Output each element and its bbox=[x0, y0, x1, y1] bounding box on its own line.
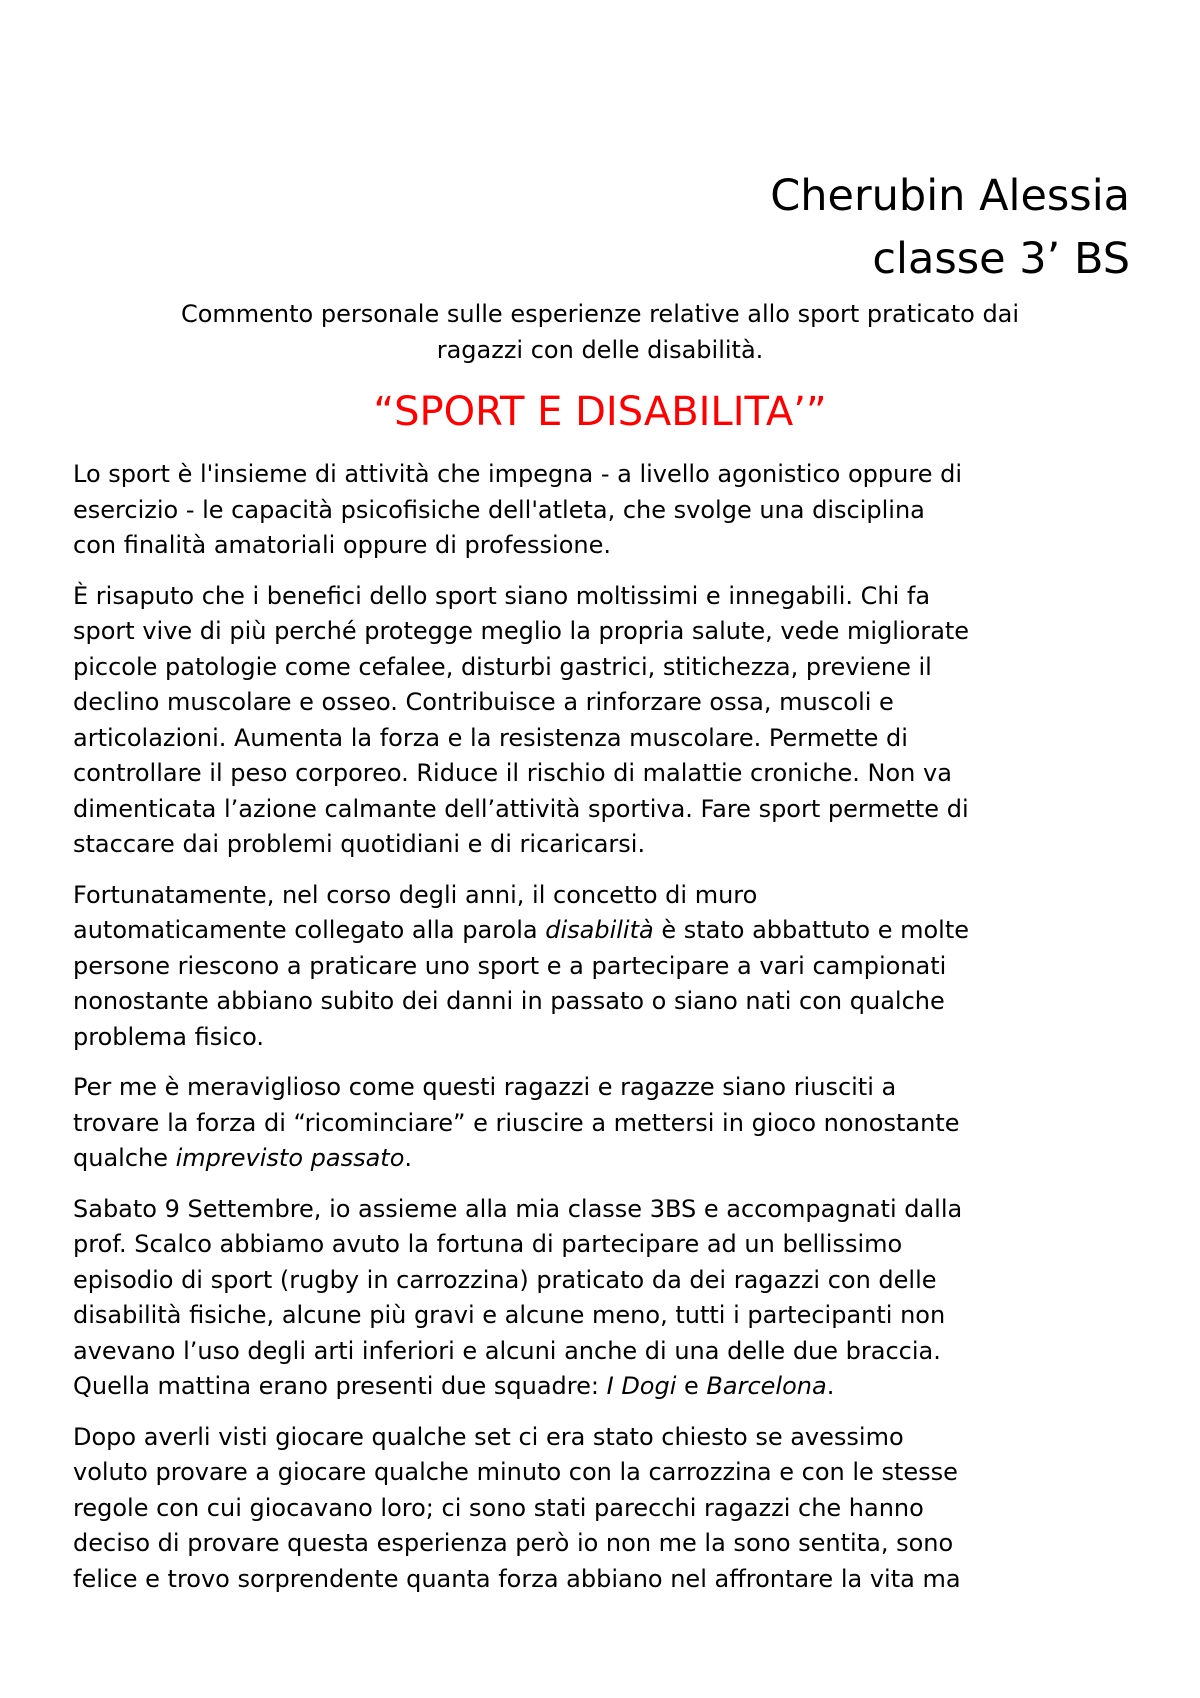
text-line bbox=[73, 913, 1153, 949]
paragraph-rugby-event bbox=[73, 1192, 1153, 1405]
text-line: controllare il peso corporeo. Riduce il rischio di malattie croniche. Non va bbox=[73, 759, 952, 787]
text-line: Fortunatamente, nel corso degli anni, il concetto di muro bbox=[73, 880, 758, 909]
text-line: Lo sport è l'insieme di attività che impegna - a livello agonistico oppure di bbox=[73, 460, 962, 488]
paragraph-disability-barrier bbox=[73, 878, 1153, 1056]
text-line: episodio di sport (rugby in carrozzina) praticato da dei ragazzi con delle bbox=[73, 1265, 937, 1294]
text-segment: automaticamente collegato alla parola bbox=[73, 916, 546, 944]
text-line: problema fisico. bbox=[73, 1022, 265, 1051]
text-line: voluto provare a giocare qualche minuto con la carrozzina e con le stesse bbox=[73, 1458, 958, 1486]
class-label: classe 3’ BS bbox=[872, 234, 1130, 284]
text-line: piccole patologie come cefalee, disturbi gastrici, stitichezza, previene il bbox=[73, 652, 932, 681]
text-segment: Quella mattina erano presenti due squadre: bbox=[73, 1372, 607, 1400]
team-name: I Dogi bbox=[606, 1372, 677, 1400]
text-line: sport vive di più perché protegge meglio la propria salute, vede migliorate bbox=[73, 617, 970, 645]
text-line: staccare dai problemi quotidiani e di ricaricarsi. bbox=[73, 830, 646, 858]
author-name: Cherubin Alessia bbox=[770, 171, 1130, 221]
text-line: declino muscolare e osseo. Contribuisce a rinforzare ossa, muscoli e bbox=[73, 688, 894, 716]
text-line: È risaputo che i benefici dello sport siano moltissimi e innegabili. Chi fa bbox=[73, 581, 931, 610]
text-line: Sabato 9 Settembre, io assieme alla mia classe 3BS e accompagnati dalla bbox=[73, 1194, 963, 1223]
text-segment: qualche bbox=[73, 1144, 176, 1172]
paragraph-sport-benefits bbox=[73, 579, 1153, 863]
text-line bbox=[73, 1141, 1153, 1177]
text-segment: . bbox=[404, 1144, 413, 1172]
document-body bbox=[73, 457, 1153, 1612]
document-header bbox=[60, 165, 1130, 291]
text-segment: . bbox=[826, 1372, 835, 1400]
text-line: avevano l’uso degli arti inferiori e alcuni anche di una delle due braccia. bbox=[73, 1336, 941, 1365]
paragraph-sport-definition bbox=[73, 457, 1153, 564]
text-line: persone riescono a praticare uno sport e a partecipare a vari campionati bbox=[73, 951, 947, 980]
text-line: felice e trovo sorprendente quanta forza abbiano nel affrontare la vita ma bbox=[73, 1564, 961, 1593]
text-line: con finalità amatoriali oppure di professione. bbox=[73, 531, 611, 559]
italic-text: imprevisto passato bbox=[175, 1144, 405, 1172]
text-segment: e bbox=[676, 1372, 707, 1400]
document-subtitle bbox=[90, 296, 1110, 368]
text-line: Per me è meraviglioso come questi ragazzi e ragazze siano riusciti a bbox=[73, 1073, 897, 1101]
text-line: prof. Scalco abbiamo avuto la fortuna di partecipare ad un bellissimo bbox=[73, 1230, 903, 1258]
text-line: Dopo averli visti giocare qualche set ci era stato chiesto se avessimo bbox=[73, 1422, 904, 1451]
text-line: dimenticata l’azione calmante dell’attività sportiva. Fare sport permette di bbox=[73, 794, 969, 823]
team-name: Barcelona bbox=[706, 1372, 827, 1400]
text-line: deciso di provare questa esperienza però io non me la sono sentita, sono bbox=[73, 1529, 954, 1557]
subtitle-line: Commento personale sulle esperienze relative allo sport praticato dai bbox=[180, 300, 1020, 328]
text-line: nonostante abbiano subito dei danni in passato o siano nati con qualche bbox=[73, 987, 945, 1015]
italic-text: disabilità bbox=[545, 916, 654, 944]
text-line bbox=[73, 1369, 1153, 1405]
document-title: “SPORT E DISABILITA’” bbox=[373, 389, 827, 435]
text-line: regole con cui giocavano loro; ci sono stati parecchi ragazzi che hanno bbox=[73, 1493, 924, 1522]
subtitle-line: ragazzi con delle disabilità. bbox=[436, 336, 764, 364]
text-line: disabilità fisiche, alcune più gravi e alcune meno, tutti i partecipanti non bbox=[73, 1301, 946, 1329]
text-line: esercizio - le capacità psicofisiche dell'atleta, che svolge una disciplina bbox=[73, 495, 925, 524]
text-segment: è stato abbattuto e molte bbox=[653, 916, 970, 944]
text-line: articolazioni. Aumenta la forza e la resistenza muscolare. Permette di bbox=[73, 723, 908, 752]
text-line: trovare la forza di “ricominciare” e riuscire a mettersi in gioco nonostante bbox=[73, 1108, 960, 1137]
paragraph-wheelchair-experience bbox=[73, 1420, 1153, 1598]
paragraph-personal-opinion bbox=[73, 1070, 1153, 1177]
